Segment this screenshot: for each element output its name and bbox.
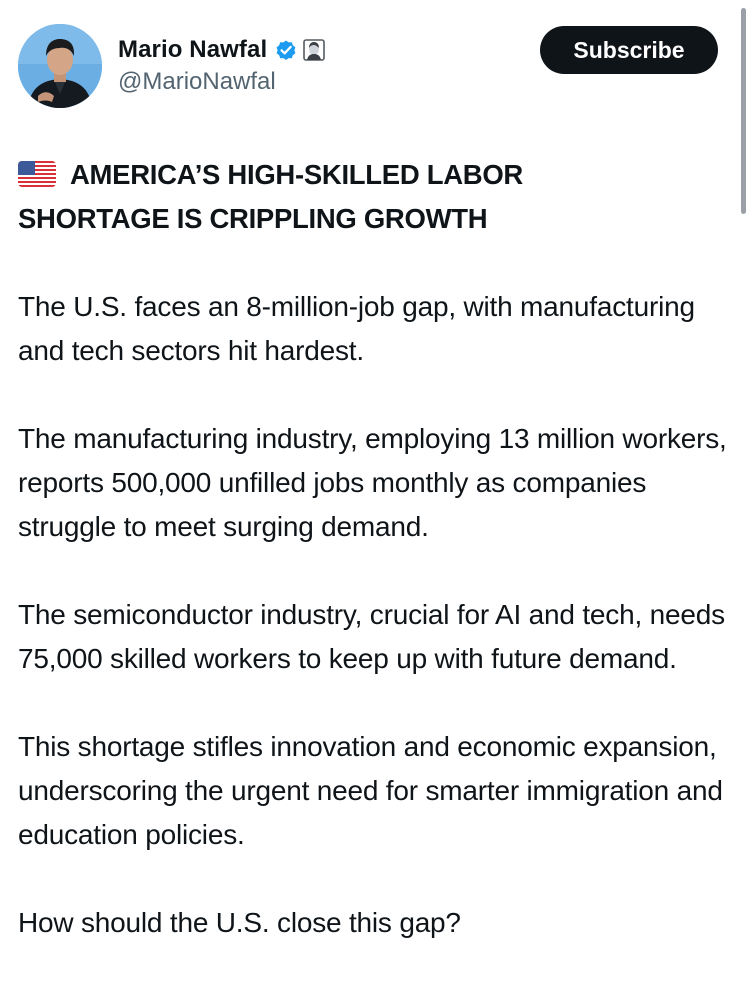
headline-line-2: SHORTAGE IS CRIPPLING GROWTH [18,203,488,234]
affiliate-badge-icon[interactable] [303,39,325,61]
post-text [18,153,730,989]
post-paragraph-1: The U.S. faces an 8-million-job gap, with manufacturing and tech sectors hit hardest. [18,291,695,366]
post-headline [18,153,730,241]
name-row [118,34,325,66]
headline-line-1: AMERICA’S HIGH-SKILLED LABOR [70,159,523,190]
post-paragraph-5: How should the U.S. close this gap? [18,907,461,938]
user-info [118,34,325,96]
post-paragraph-4: This shortage stifles innovation and economic expansion, underscoring the urgent need for smarter immigration and education policies. [18,731,723,850]
display-name[interactable]: Mario Nawfal [118,36,268,63]
avatar[interactable] [18,24,102,108]
post-paragraph-2: The manufacturing industry, employing 13 million workers, reports 500,000 unfilled jobs monthly as companies struggle to meet surging demand. [18,423,727,542]
scrollbar[interactable] [741,8,746,214]
post-paragraph-3: The semiconductor industry, crucial for AI and tech, needs 75,000 skilled workers to keep up with future demand. [18,599,725,674]
user-handle[interactable]: @MarioNawfal [118,68,276,95]
post-header [18,24,718,108]
verified-badge-icon[interactable] [274,38,298,62]
avatar-image [18,24,102,108]
subscribe-button[interactable]: Subscribe [540,26,718,74]
us-flag-icon [18,156,56,182]
